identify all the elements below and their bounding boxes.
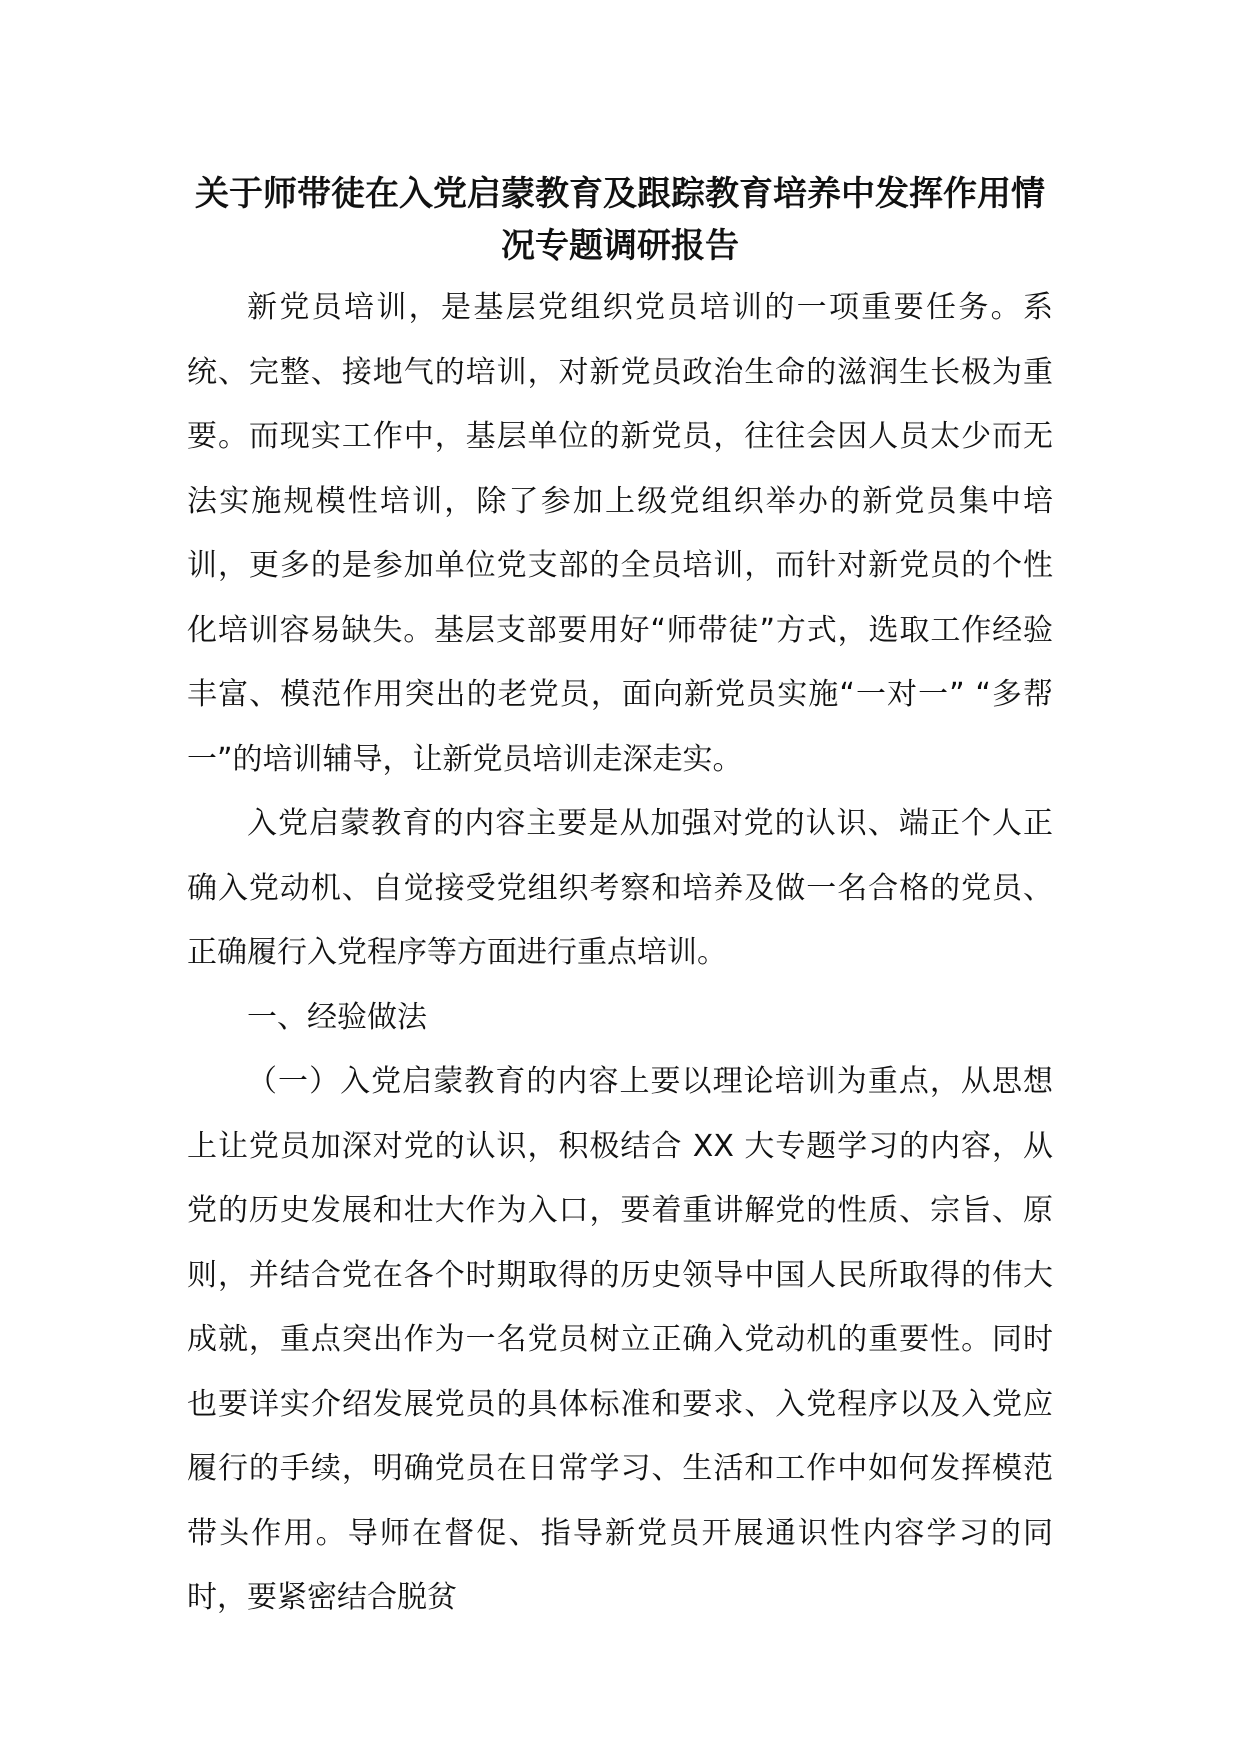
paragraph-intro: 新党员培训，是基层党组织党员培训的一项重要任务。系统、完整、接地气的培训，对新党员政治生命的滋润生长极为重要。而现实工作中，基层单位的新党员，往往会因人员太少而无法实施规模性培训，除了参加上级党组织举办的新党员集中培训，更多的是参加单位党支部的全员培训，而针对新党员的个性化培训容易缺失。基层支部要用好“师带徒”方式，选取工作经验丰富、模范作用突出的老党员，面向新党员实施“一对一” “多帮一”的培训辅导，让新党员培训走深走实。 bbox=[187, 290, 1053, 777]
document-title bbox=[187, 168, 1053, 272]
section-paragraph: （一）入党启蒙教育的内容上要以理论培训为重点，从思想上让党员加深对党的认识，积极结合 XX 大专题学习的内容，从党的历史发展和壮大作为入口，要着重讲解党的性质、宗旨、原则，并结合党在各个时期取得的历史领导中国人民所取得的伟大成就，重点突出作为一名党员树立正确入党动机的重要性。同时也要详实介绍发展党员的具体标准和要求、入党程序以及入党应履行的手续，明确党员在日常学习、生活和工作中如何发挥模范带头作用。导师在督促、指导新党员开展通识性内容学习的同时，要紧密结合脱贫 bbox=[187, 1064, 1053, 1615]
title-line-2: 况专题调研报告 bbox=[501, 226, 739, 266]
title-line-1: 关于师带徒在入党启蒙教育及跟踪教育培养中发挥作用情 bbox=[195, 174, 1045, 214]
document-page bbox=[187, 168, 1053, 1631]
section-heading: 一、经验做法 bbox=[247, 999, 427, 1035]
paragraph-content: 入党启蒙教育的内容主要是从加强对党的认识、端正个人正确入党动机、自觉接受党组织考察和培养及做一名合格的党员、正确履行入党程序等方面进行重点培训。 bbox=[187, 806, 1053, 970]
